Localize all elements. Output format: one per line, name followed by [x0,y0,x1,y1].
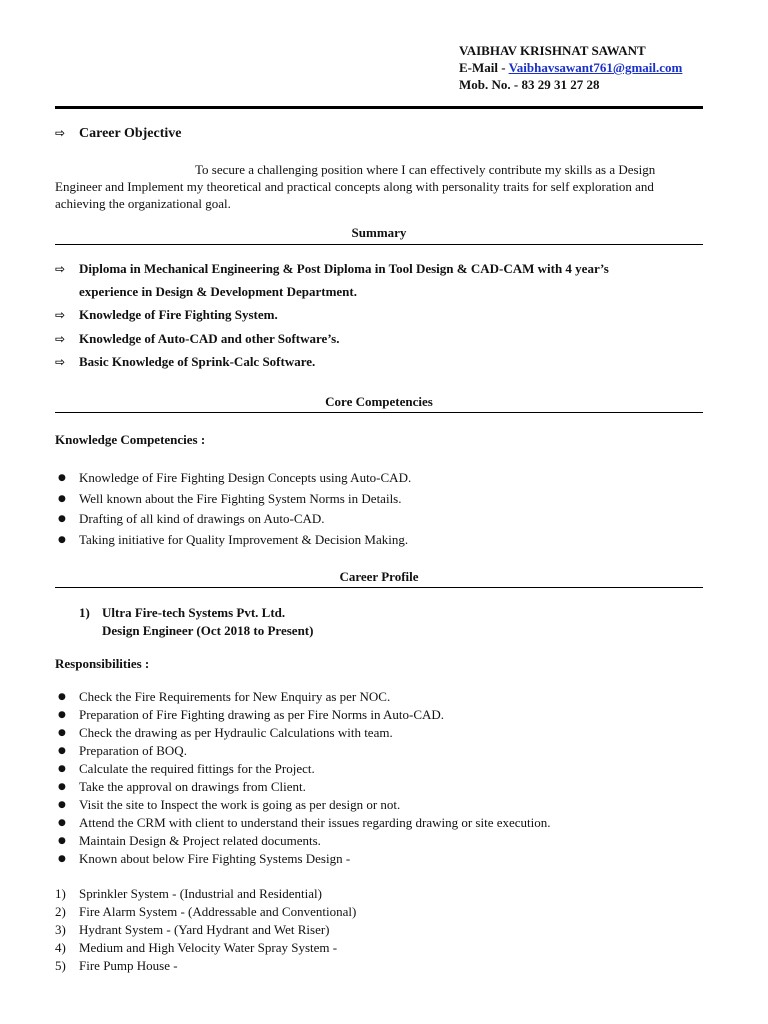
bullet-icon: ● [58,728,66,738]
list-item-text: Well known about the Fire Fighting System Norms in Details. [79,490,402,506]
arrow-icon: ⇨ [55,355,66,369]
bullet-icon: ● [58,692,66,702]
summary-item-4 [55,353,315,371]
list-item [55,688,551,706]
email-line [459,59,682,76]
list-item-text: Visit the site to Inspect the work is going as per design or not. [79,797,401,812]
arrow-icon: ⇨ [55,308,66,322]
list-item [55,796,551,814]
summary-title: Summary [351,225,407,240]
list-item [55,850,551,868]
bullet-icon: ● [58,764,66,774]
list-number: 2) [55,904,66,919]
summary-item-text: Knowledge of Fire Fighting System. [79,307,278,322]
list-item-text: Calculate the required fittings for the Project. [79,761,315,776]
summary-item-2 [55,306,278,324]
bullet-icon: ● [58,800,66,810]
career-objective-heading [55,126,182,142]
list-item-text: Preparation of Fire Fighting drawing as per Fire Norms in Auto-CAD. [79,707,445,722]
list-item [55,814,551,832]
email-link[interactable]: Vaibhavsawant761@gmail.com [508,60,683,75]
summary-item-1-cont: experience in Design & Development Department. [79,284,357,299]
bullet-icon: ● [58,473,66,483]
list-item [55,903,356,921]
bullet-icon: ● [58,534,66,545]
list-item-text: Drafting of all kind of drawings on Auto-CAD. [79,511,325,526]
list-item [55,509,411,530]
bullet-icon: ● [58,746,66,756]
company-number: 1) [79,605,90,620]
bullet-icon: ● [58,854,66,864]
career-profile-title: Career Profile [339,569,419,584]
list-number: 5) [55,958,66,973]
list-item [55,921,356,939]
list-item [55,832,551,850]
list-item-text: Fire Pump House - [79,958,178,973]
bullet-icon: ● [58,514,66,524]
summary-item-text: Knowledge of Auto-CAD and other Software’s. [79,331,340,346]
list-item-text: Knowledge of Fire Fighting Design Concepts using Auto-CAD. [79,470,412,485]
list-item [55,489,411,510]
company-name: Ultra Fire-tech Systems Pvt. Ltd. [102,605,286,620]
summary-item-1 [55,260,609,278]
arrow-icon: ⇨ [55,332,66,346]
list-item [55,530,411,551]
contact-block [459,42,682,93]
list-item-text: Hydrant System - (Yard Hydrant and Wet Riser) [79,922,330,937]
list-item-text: Attend the CRM with client to understand their issues regarding drawing or site execution. [79,815,551,830]
email-label: E-Mail - [459,60,509,75]
list-number: 3) [55,922,66,937]
list-item [55,468,411,489]
job-role: Design Engineer (Oct 2018 to Present) [102,623,314,638]
header-divider [55,106,703,109]
list-item-text: Known about below Fire Fighting Systems Design - [79,851,351,866]
bullet-icon: ● [58,493,66,504]
responsibilities-list [55,688,551,868]
summary-divider [55,244,703,245]
list-item [55,760,551,778]
bullet-icon: ● [58,818,66,828]
bullet-icon: ● [58,836,66,846]
list-item-text: Take the approval on drawings from Client. [79,779,306,794]
career-profile-divider [55,587,703,588]
career-objective-title: Career Objective [79,126,182,141]
competencies-list [55,468,411,550]
list-number: 4) [55,940,66,955]
responsibilities-title: Responsibilities : [55,656,150,671]
list-item-text: Maintain Design & Project related documents. [79,833,321,848]
list-item [55,957,356,975]
arrow-icon: ⇨ [55,262,66,276]
list-item [55,742,551,760]
list-item [55,724,551,742]
summary-item-3 [55,330,339,348]
company-line [79,604,285,622]
list-item [55,778,551,796]
core-competencies-title: Core Competencies [325,394,433,409]
list-item-text: Medium and High Velocity Water Spray System - [79,940,338,955]
career-objective-text: To secure a challenging position where I can effectively contribute my skills as a Design Engineer and Implement my theoretical and practical concepts along with personality traits for self exploration and achieving the organizational goal. [55,162,656,211]
summary-item-text: Diploma in Mechanical Engineering & Post Diploma in Tool Design & CAD-CAM with 4 year’s [79,261,609,276]
list-item [55,885,356,903]
bullet-icon: ● [58,710,66,720]
list-item-text: Check the drawing as per Hydraulic Calculations with team. [79,725,393,740]
list-item-text: Preparation of BOQ. [79,743,187,758]
mobile-number: Mob. No. - 83 29 31 27 28 [459,77,600,92]
list-item-text: Check the Fire Requirements for New Enquiry as per NOC. [79,689,391,704]
list-item-text: Taking initiative for Quality Improvement & Decision Making. [79,531,409,547]
bullet-icon: ● [58,782,66,792]
list-item-text: Fire Alarm System - (Addressable and Conventional) [79,904,357,919]
list-item [55,939,356,957]
candidate-name: VAIBHAV KRISHNAT SAWANT [459,43,646,58]
arrow-icon: ⇨ [55,126,66,140]
summary-item-text: Basic Knowledge of Sprink-Calc Software. [79,354,316,369]
list-item [55,706,551,724]
knowledge-competencies-subtitle: Knowledge Competencies : [55,432,206,447]
core-competencies-divider [55,412,703,413]
list-item-text: Sprinkler System - (Industrial and Residential) [79,886,322,901]
list-number: 1) [55,886,66,901]
fire-systems-list [55,885,356,975]
